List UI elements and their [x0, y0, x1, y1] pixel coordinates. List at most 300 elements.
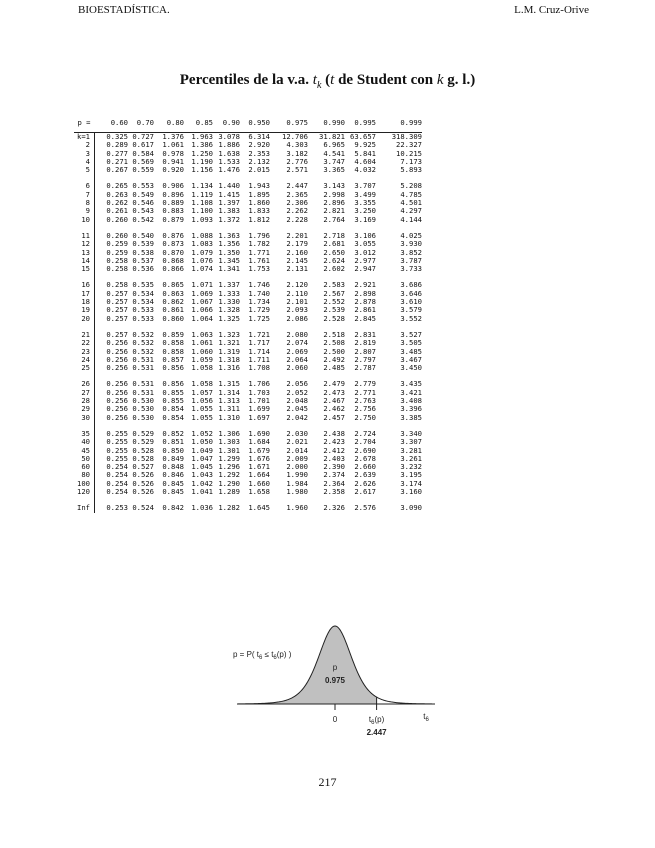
percentile-value: 2.101	[286, 297, 308, 307]
percentile-value: 1.315	[218, 379, 240, 389]
percentile-value: 2.052	[286, 387, 308, 397]
percentile-value: 2.074	[286, 338, 308, 348]
running-header-right: L.M. Cruz-Orive	[514, 4, 589, 16]
table-row	[74, 364, 422, 372]
percentile-value: 2.326	[323, 503, 345, 513]
percentile-value: 2.262	[286, 206, 308, 216]
percentile-value: 0.528	[132, 445, 154, 455]
df-value: 9	[85, 206, 90, 216]
percentile-value: 0.889	[162, 198, 184, 208]
percentile-value: 1.333	[218, 288, 240, 298]
percentile-value: 1.325	[218, 313, 240, 323]
percentile-value: 0.261	[106, 206, 128, 216]
percentile-value: 2.048	[286, 396, 308, 406]
percentile-value: 2.131	[286, 264, 308, 274]
df-value: 12	[81, 239, 90, 249]
percentile-value: 1.706	[248, 379, 270, 389]
percentile-value: 0.534	[132, 288, 154, 298]
percentile-value: 0.271	[106, 156, 128, 166]
df-value: 25	[81, 363, 90, 373]
percentile-value: 0.256	[106, 404, 128, 414]
percentile-value: 3.707	[354, 181, 376, 191]
percentile-value: 0.325	[106, 132, 128, 141]
percentile-value: 0.538	[132, 247, 154, 257]
percentile-value: 0.865	[162, 280, 184, 290]
quantile-label-suffix: (p)	[374, 715, 385, 724]
percentile-value: 1.372	[218, 214, 240, 224]
percentile-value: 2.528	[323, 313, 345, 323]
percentile-value: 0.533	[132, 313, 154, 323]
percentile-value: 0.852	[162, 428, 184, 438]
percentile-value: 1.328	[218, 305, 240, 315]
percentile-value: 3.232	[400, 462, 422, 472]
percentile-value: 10.215	[396, 148, 422, 158]
percentile-value: 2.539	[323, 305, 345, 315]
percentile-value: 1.690	[248, 428, 270, 438]
percentile-value: 4.025	[400, 230, 422, 240]
degrees-of-freedom	[74, 182, 95, 190]
degrees-of-freedom	[74, 158, 95, 166]
formula-sub2: 6	[273, 655, 277, 661]
percentile-value: 1.699	[248, 404, 270, 414]
column-header: 0.80	[166, 118, 184, 127]
percentile-value: 0.256	[106, 379, 128, 389]
table-row	[74, 414, 422, 422]
percentile-value: 0.842	[162, 503, 184, 513]
percentile-value: 1.664	[248, 470, 270, 480]
percentile-value: 1.289	[218, 486, 240, 496]
degrees-of-freedom	[74, 141, 95, 149]
percentile-value: 63.657	[350, 132, 376, 141]
area-p-value: 0.975	[324, 676, 346, 685]
percentile-value: 1.476	[218, 165, 240, 175]
degrees-of-freedom	[74, 150, 95, 158]
percentile-value: 0.257	[106, 313, 128, 323]
percentile-value: 0.531	[132, 354, 154, 364]
percentile-value: 1.753	[248, 264, 270, 274]
df-value: 7	[85, 189, 90, 199]
column-header: 0.90	[222, 118, 240, 127]
percentile-value: 3.787	[400, 255, 422, 265]
df-value: 21	[81, 329, 90, 339]
percentile-value: 2.306	[286, 198, 308, 208]
percentile-value: 3.686	[400, 280, 422, 290]
percentile-value: 0.539	[132, 239, 154, 249]
percentile-value: 0.259	[106, 239, 128, 249]
percentile-value: 2.920	[248, 140, 270, 150]
formula-mid: ≤ t	[262, 650, 274, 659]
percentile-value: 2.086	[286, 313, 308, 323]
percentile-value: 2.479	[323, 379, 345, 389]
df-value: 45	[81, 445, 90, 455]
df-value: 5	[85, 165, 90, 175]
percentile-value: 1.296	[218, 462, 240, 472]
percentile-value: 1.980	[286, 486, 308, 496]
percentile-value: 2.467	[323, 396, 345, 406]
title-prefix: Percentiles de la v.a.	[179, 72, 313, 88]
percentile-value: 2.365	[286, 189, 308, 199]
percentile-value: 1.083	[191, 239, 213, 249]
percentile-value: 0.549	[132, 189, 154, 199]
percentile-value: 5.893	[400, 165, 422, 175]
percentile-value: 0.531	[132, 387, 154, 397]
area-p-label: p	[332, 663, 338, 672]
percentile-value: 1.990	[286, 470, 308, 480]
percentile-value: 1.290	[218, 478, 240, 488]
percentile-value: 9.925	[354, 140, 376, 150]
title-suffix: g. l.)	[443, 72, 476, 88]
df-value: 14	[81, 255, 90, 265]
percentile-value: 0.277	[106, 148, 128, 158]
percentile-value: 1.061	[191, 338, 213, 348]
percentile-value: 2.898	[354, 288, 376, 298]
percentile-value: 1.058	[191, 363, 213, 373]
percentile-value: 2.457	[323, 412, 345, 422]
k-label: k=	[77, 132, 86, 141]
percentile-value: 1.041	[191, 486, 213, 496]
percentile-value: 3.169	[354, 214, 376, 224]
percentile-value: 0.559	[132, 165, 154, 175]
percentile-value: 2.977	[354, 255, 376, 265]
percentile-value: 3.450	[400, 363, 422, 373]
percentile-value: 2.064	[286, 354, 308, 364]
percentile-value: 1.323	[218, 329, 240, 339]
percentile-value: 0.532	[132, 346, 154, 356]
percentile-value: 2.201	[286, 230, 308, 240]
axis-label-sub: 6	[425, 717, 429, 723]
percentile-value: 0.526	[132, 470, 154, 480]
percentile-value: 1.119	[191, 189, 213, 199]
percentile-value: 0.883	[162, 206, 184, 216]
percentile-value: 2.030	[286, 428, 308, 438]
percentile-value: 2.571	[286, 165, 308, 175]
percentile-value: 0.856	[162, 379, 184, 389]
percentile-value: 0.854	[162, 412, 184, 422]
percentile-value: 1.134	[191, 181, 213, 191]
percentile-value: 1.318	[218, 354, 240, 364]
axis-label-t: t	[423, 712, 426, 721]
column-header: 0.975	[286, 118, 308, 127]
percentile-value: 3.160	[400, 486, 422, 496]
percentile-value: 3.261	[400, 453, 422, 463]
percentile-value: 0.258	[106, 264, 128, 274]
percentile-value: 1.721	[248, 329, 270, 339]
percentile-value: 6.965	[323, 140, 345, 150]
df-value: 22	[81, 338, 90, 348]
table-header-row	[74, 117, 422, 129]
percentile-value: 1.886	[218, 140, 240, 150]
percentile-value: 2.485	[323, 363, 345, 373]
percentile-value: 1.050	[191, 437, 213, 447]
percentile-value: 1.047	[191, 453, 213, 463]
percentile-value: 1.292	[218, 470, 240, 480]
percentile-value: 2.060	[286, 363, 308, 373]
percentile-value: 12.706	[282, 132, 308, 141]
percentile-value: 1.771	[248, 247, 270, 257]
percentile-value: 1.943	[248, 181, 270, 191]
percentile-value: 1.671	[248, 462, 270, 472]
percentile-value: 2.508	[323, 338, 345, 348]
percentile-value: 2.660	[354, 462, 376, 472]
table-row	[74, 166, 422, 174]
percentile-value: 3.610	[400, 297, 422, 307]
degrees-of-freedom	[74, 504, 95, 512]
percentile-value: 0.257	[106, 329, 128, 339]
quantile-label-t: t	[368, 715, 372, 724]
percentile-value: 1.061	[162, 140, 184, 150]
df-value: 29	[81, 404, 90, 414]
percentile-value: 2.602	[323, 264, 345, 274]
percentile-value: 3.055	[354, 239, 376, 249]
percentile-value: 0.289	[106, 140, 128, 150]
percentile-value: 2.821	[323, 206, 345, 216]
percentile-value: 0.727	[132, 132, 154, 141]
axis-variable-label	[423, 712, 429, 723]
percentile-value: 0.978	[162, 148, 184, 158]
column-header: 0.85	[195, 118, 213, 127]
table-row	[74, 315, 422, 323]
percentile-value: 1.397	[218, 198, 240, 208]
probability-formula	[233, 650, 292, 661]
percentile-value: 3.340	[400, 428, 422, 438]
percentile-value: 0.859	[162, 329, 184, 339]
percentile-value: 1.761	[248, 255, 270, 265]
column-header: 0.950	[248, 118, 270, 127]
percentile-value: 0.256	[106, 354, 128, 364]
percentile-value: 2.831	[354, 329, 376, 339]
percentile-value: 1.057	[191, 387, 213, 397]
percentile-value: 1.684	[248, 437, 270, 447]
percentile-value: 0.876	[162, 230, 184, 240]
percentile-value: 1.055	[191, 412, 213, 422]
percentile-value: 0.256	[106, 363, 128, 373]
page-title	[0, 72, 655, 91]
percentile-value: 0.257	[106, 297, 128, 307]
percentile-value: 0.526	[132, 486, 154, 496]
df-value: 19	[81, 305, 90, 315]
percentile-value: 1.796	[248, 230, 270, 240]
percentile-value: 2.403	[323, 453, 345, 463]
percentile-value: 1.330	[218, 297, 240, 307]
percentile-value: 1.725	[248, 313, 270, 323]
percentile-value: 5.208	[400, 181, 422, 191]
percentile-value: 0.857	[162, 354, 184, 364]
percentile-value: 0.540	[132, 230, 154, 240]
percentile-value: 1.069	[191, 288, 213, 298]
percentile-value: 0.534	[132, 297, 154, 307]
percentile-value: 1.337	[218, 280, 240, 290]
percentile-value: 1.056	[191, 396, 213, 406]
percentile-value: 2.473	[323, 387, 345, 397]
percentile-value: 0.254	[106, 470, 128, 480]
percentile-value: 1.088	[191, 230, 213, 240]
percentile-value: 1.306	[218, 428, 240, 438]
percentile-value: 2.896	[323, 198, 345, 208]
percentile-value: 0.530	[132, 404, 154, 414]
percentile-value: 0.879	[162, 214, 184, 224]
percentile-value: 0.845	[162, 486, 184, 496]
df-value: 40	[81, 437, 90, 447]
percentile-value: 0.260	[106, 214, 128, 224]
percentile-value: 1.679	[248, 445, 270, 455]
percentile-value: 3.435	[400, 379, 422, 389]
percentile-value: 2.120	[286, 280, 308, 290]
percentile-value: 2.724	[354, 428, 376, 438]
percentile-value: 2.750	[354, 412, 376, 422]
percentile-value: 0.262	[106, 198, 128, 208]
percentile-value: 0.524	[132, 503, 154, 513]
percentile-value: 2.353	[248, 148, 270, 158]
percentile-value: 0.920	[162, 165, 184, 175]
df-value: 50	[81, 453, 90, 463]
percentile-value: 2.447	[286, 181, 308, 191]
percentile-value: 0.543	[132, 206, 154, 216]
percentile-value: 3.250	[354, 206, 376, 216]
percentile-value: 2.797	[354, 354, 376, 364]
percentile-value: 3.852	[400, 247, 422, 257]
percentile-value: 0.259	[106, 247, 128, 257]
df-value: 15	[81, 264, 90, 274]
title-middle: (	[321, 72, 331, 88]
percentile-value: 0.533	[132, 305, 154, 315]
percentile-value: 0.617	[132, 140, 154, 150]
percentile-value: 2.145	[286, 255, 308, 265]
percentile-value: 1.311	[218, 404, 240, 414]
percentile-value: 3.106	[354, 230, 376, 240]
percentile-value: 2.690	[354, 445, 376, 455]
degrees-of-freedom	[74, 166, 95, 174]
title-middle2: de Student con	[334, 72, 437, 88]
percentile-value: 4.785	[400, 189, 422, 199]
percentile-value: 1.782	[248, 239, 270, 249]
percentile-value: 1.316	[218, 363, 240, 373]
percentile-value: 2.518	[323, 329, 345, 339]
percentile-value: 0.256	[106, 387, 128, 397]
percentile-value: 2.617	[354, 486, 376, 496]
degrees-of-freedom	[74, 216, 95, 224]
percentile-value: 1.697	[248, 412, 270, 422]
percentile-value: 0.868	[162, 255, 184, 265]
percentile-value: 22.327	[396, 140, 422, 150]
percentile-value: 0.258	[106, 280, 128, 290]
percentile-value: 0.845	[162, 478, 184, 488]
percentile-value: 0.530	[132, 412, 154, 422]
percentile-value: 1.363	[218, 230, 240, 240]
quantile-label-sub: 6	[371, 720, 375, 726]
percentile-value: 3.090	[400, 503, 422, 513]
df-value: 120	[77, 486, 90, 496]
percentile-table	[74, 117, 422, 513]
percentile-value: 0.254	[106, 478, 128, 488]
t-density-svg	[225, 618, 445, 748]
percentile-value: 1.093	[191, 214, 213, 224]
p-label: p =	[77, 118, 91, 127]
percentile-value: 0.856	[162, 363, 184, 373]
percentile-value: 0.257	[106, 288, 128, 298]
percentile-value: 0.267	[106, 165, 128, 175]
percentile-value: 2.998	[323, 189, 345, 199]
percentile-value: 2.374	[323, 470, 345, 480]
percentile-value: 0.265	[106, 181, 128, 191]
percentile-value: 2.179	[286, 239, 308, 249]
degrees-of-freedom	[74, 265, 95, 273]
percentile-value: 0.256	[106, 346, 128, 356]
percentile-value: 0.535	[132, 280, 154, 290]
percentile-value: 3.408	[400, 396, 422, 406]
percentile-value: 2.160	[286, 247, 308, 257]
percentile-value: 2.776	[286, 156, 308, 166]
percentile-value: 4.032	[354, 165, 376, 175]
percentile-value: 0.529	[132, 437, 154, 447]
percentile-value: 0.858	[162, 346, 184, 356]
df-value: 26	[81, 379, 90, 389]
percentile-value: 3.396	[400, 404, 422, 414]
percentile-value: 3.499	[354, 189, 376, 199]
df-value: 1	[85, 132, 90, 141]
df-value: 8	[85, 198, 90, 208]
percentile-value: 1.533	[218, 156, 240, 166]
percentile-value: 0.873	[162, 239, 184, 249]
percentile-value: 3.307	[400, 437, 422, 447]
percentile-value: 0.537	[132, 255, 154, 265]
percentile-value: 0.532	[132, 338, 154, 348]
percentile-value: 1.676	[248, 453, 270, 463]
percentile-value: 2.639	[354, 470, 376, 480]
percentile-value: 3.579	[400, 305, 422, 315]
percentile-value: 3.552	[400, 313, 422, 323]
percentile-value: 1.310	[218, 412, 240, 422]
percentile-value: 2.014	[286, 445, 308, 455]
percentile-value: 1.638	[218, 148, 240, 158]
percentile-value: 6.314	[248, 132, 270, 141]
percentile-value: 0.527	[132, 462, 154, 472]
percentile-value: 1.250	[191, 148, 213, 158]
percentile-value: 0.849	[162, 453, 184, 463]
title-t: t	[330, 72, 335, 88]
percentile-value: 0.858	[162, 338, 184, 348]
percentile-value: 1.386	[191, 140, 213, 150]
percentile-value: 2.228	[286, 214, 308, 224]
percentile-value: 0.941	[162, 156, 184, 166]
percentile-value: 1.658	[248, 486, 270, 496]
percentile-value: 0.254	[106, 462, 128, 472]
percentile-value: 2.056	[286, 379, 308, 389]
percentile-value: 1.036	[191, 503, 213, 513]
percentile-value: 2.021	[286, 437, 308, 447]
percentile-value: 2.009	[286, 453, 308, 463]
df-value: 28	[81, 396, 90, 406]
percentile-value: 2.771	[354, 387, 376, 397]
quantile-label	[369, 715, 385, 726]
formula-prefix: p = P( t	[233, 650, 260, 659]
percentile-value: 1.313	[218, 396, 240, 406]
shaded-probability-area	[238, 626, 377, 704]
degrees-of-freedom	[74, 133, 95, 142]
column-header: 0.70	[136, 118, 154, 127]
percentile-value: 1.350	[218, 247, 240, 257]
formula-sub1: 6	[259, 655, 263, 661]
percentile-value: 0.263	[106, 189, 128, 199]
percentile-value: 1.299	[218, 453, 240, 463]
percentile-value: 1.708	[248, 363, 270, 373]
percentile-value: 3.355	[354, 198, 376, 208]
t-density-figure	[225, 618, 445, 753]
percentile-value: 2.132	[248, 156, 270, 166]
percentile-value: 2.000	[286, 462, 308, 472]
page-number: 217	[318, 775, 337, 789]
title-tk-sub: k	[316, 80, 322, 91]
percentile-value: 1.701	[248, 396, 270, 406]
